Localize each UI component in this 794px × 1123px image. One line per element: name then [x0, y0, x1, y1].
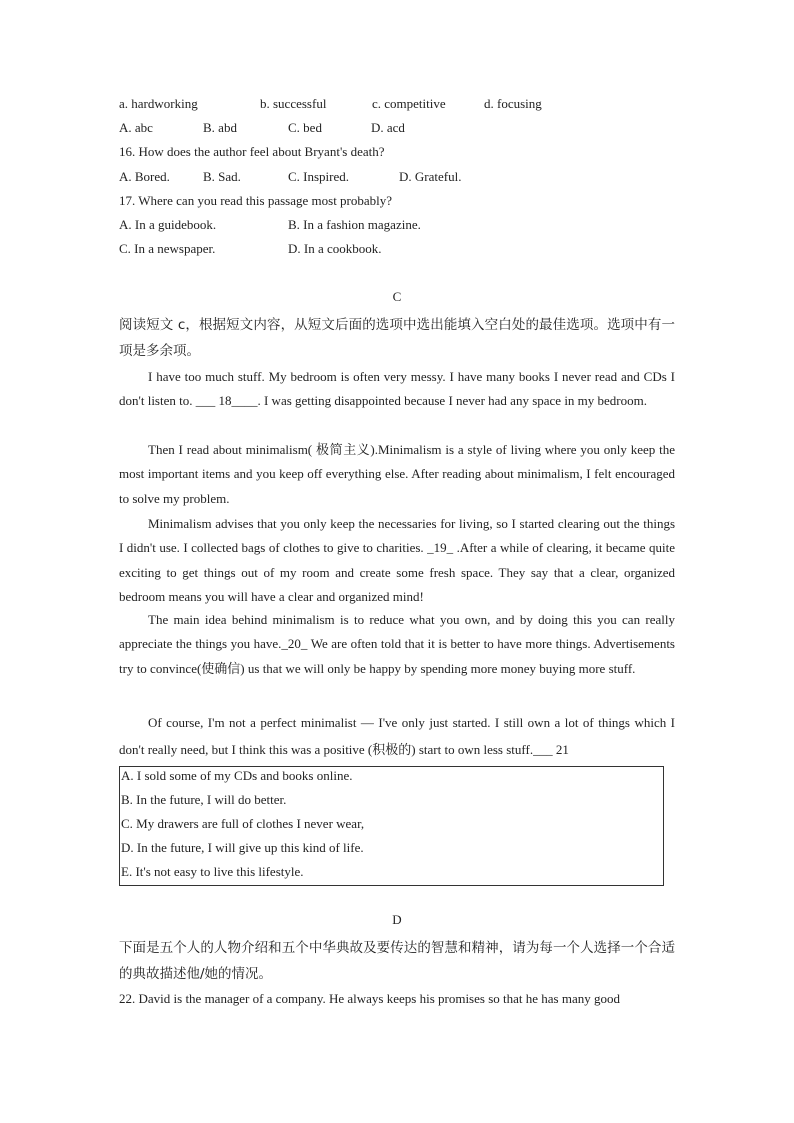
box-option-C: C. My drawers are full of clothes I never wear,: [121, 816, 365, 831]
option-C: C. bed: [288, 120, 322, 135]
passage-paragraph-1: I have too much stuff. My bedroom is often very messy. I have many books I never read and CDs I don't listen to. ___ 18____. I was getting disappointed because I never had any space in my bedroom.: [119, 369, 675, 409]
option-B: B. abd: [203, 120, 237, 135]
box-option-D: D. In the future, I will give up this kind of life.: [121, 840, 364, 855]
option-A: A. abc: [119, 120, 153, 135]
q16-question: 16. How does the author feel about Bryant's death?: [119, 144, 385, 159]
choice-a: a. hardworking: [119, 96, 198, 111]
section-c-heading: C: [392, 289, 402, 304]
passage-paragraph-2: Then I read about minimalism( 极简主义).Minimalism is a style of living where you only keep the most important items and you keep off everything else. After reading about minimalism, I felt encouraged to solve my problem.: [119, 442, 675, 506]
option-B: B. Sad.: [203, 169, 241, 184]
choice-d: d. focusing: [484, 96, 542, 111]
passage-paragraph-3: Minimalism advises that you only keep the necessaries for living, so I started clearing out the things I didn't use. I collected bags of clothes to give to charities. _19_ .After a while of clearing, it became quite exciting to get things out of my room and create some fresh space. They say that a clear, organized bedroom means you will have a clear and organized mind!: [119, 516, 675, 604]
box-option-A: A. I sold some of my CDs and books online.: [121, 768, 353, 783]
option-A: A. In a guidebook.: [119, 217, 217, 232]
choice-c: c. competitive: [372, 96, 446, 111]
option-B: B. In a fashion magazine.: [288, 217, 421, 232]
option-C: C. In a newspaper.: [119, 241, 216, 256]
passage-paragraph-5: Of course, I'm not a perfect minimalist — I've only just started. I still own a lot of things which I don't really need, but I think this was a positive (积极的) start to own less stuff.___ 21: [119, 715, 675, 757]
option-D: D. In a cookbook.: [288, 241, 382, 256]
section-d-heading: D: [392, 912, 402, 927]
section-c-instructions: 阅读短文 c，根据短文内容，从短文后面的选项中选出能填入空白处的最佳选项。选项中有一项是多余项。: [119, 317, 675, 359]
option-A: A. Bored.: [119, 169, 170, 184]
options-box: [119, 766, 664, 886]
q22-text: 22. David is the manager of a company. He always keeps his promises so that he has many good: [119, 991, 620, 1006]
option-D: D. acd: [371, 120, 405, 135]
option-D: D. Grateful.: [399, 169, 462, 184]
choice-b: b. successful: [260, 96, 327, 111]
option-C: C. Inspired.: [288, 169, 350, 184]
section-d-instructions: 下面是五个人的人物介绍和五个中华典故及要传达的智慧和精神，请为每一个人选择一个合适的典故描述他/她的情况。: [119, 940, 675, 982]
box-option-E: E. It's not easy to live this lifestyle.: [121, 864, 304, 879]
passage-paragraph-4: The main idea behind minimalism is to reduce what you own, and by doing this you can really appreciate the things you have._20_ We are often told that it is better to have more things. Advertisements try to convince(使确信) us that we will only be happy by spending more money buying more stuff.: [119, 612, 675, 676]
q17-question: 17. Where can you read this passage most probably?: [119, 193, 393, 208]
box-option-B: B. In the future, I will do better.: [121, 792, 287, 807]
